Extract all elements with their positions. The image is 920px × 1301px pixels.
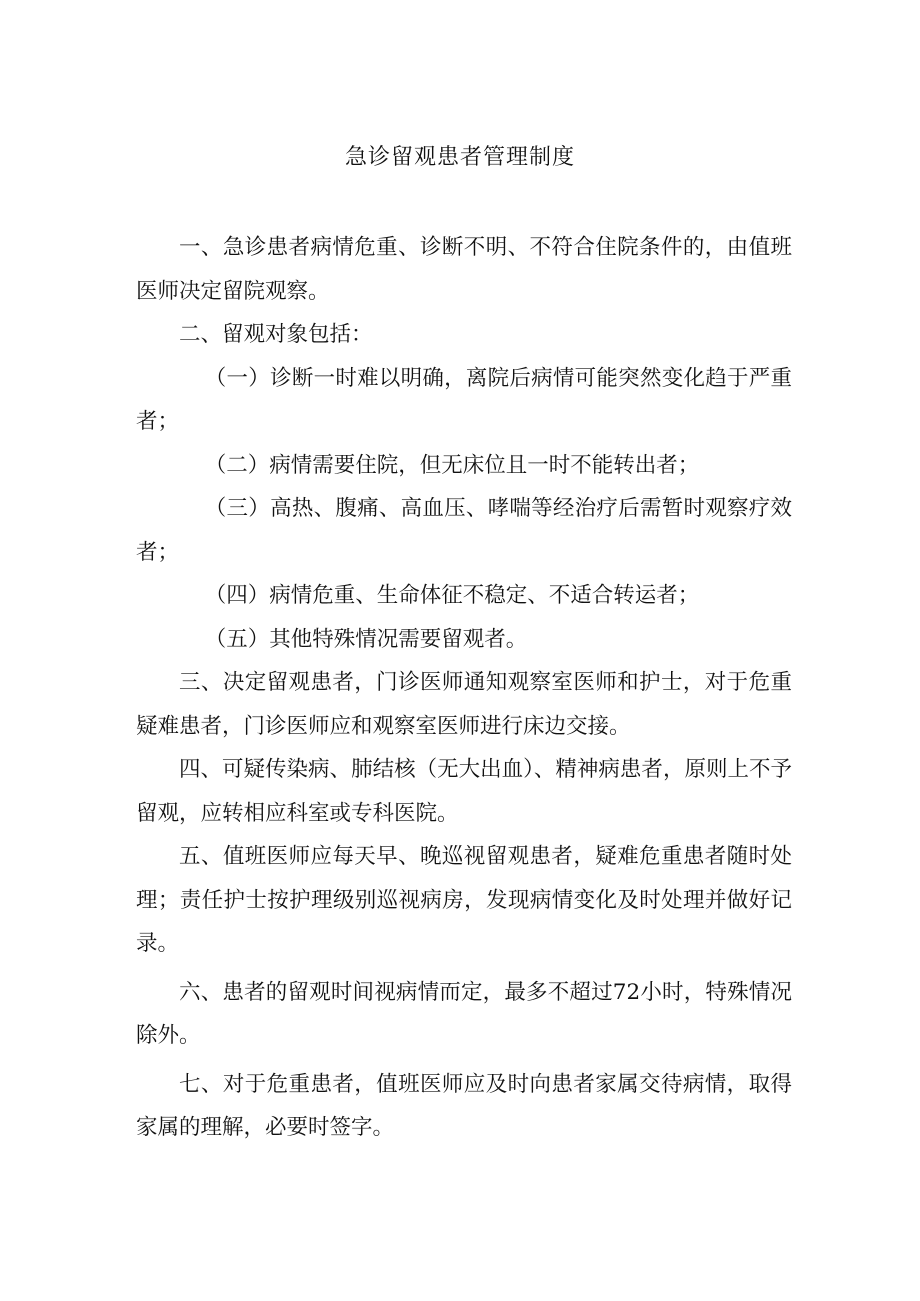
paragraph-2-item-4: （四）病情危重、生命体征不稳定、不适合转运者； (204, 583, 700, 608)
paragraph-2-item-2: （二）病情需要住院，但无床位且一时不能转出者； (204, 452, 700, 478)
paragraph-3: 三、决定留观患者，门诊医师通知观察室医师和护士，对于危重疑难患者，门诊医师应和观察室医师进行床边交接。 (136, 670, 792, 739)
paragraph-1: 一、急诊患者病情危重、诊断不明、不符合住院条件的，由值班医师决定留院观察。 (136, 235, 792, 304)
paragraph-2-item-3: （三）高热、腹痛、高血压、哮喘等经治疗后需暂时观察疗效者； (136, 496, 792, 565)
document-body (136, 226, 792, 1150)
paragraph-6: 六、患者的留观时间视病情而定，最多不超过72小时，特殊情况除外。 (136, 979, 792, 1048)
document-title: 急诊留观患者管理制度 (344, 145, 575, 170)
paragraph-7: 七、对于危重患者，值班医师应及时向患者家属交待病情，取得家属的理解，必要时签字。 (136, 1071, 792, 1140)
paragraph-2-item-5: （五）其他特殊情况需要留观者。 (204, 626, 528, 652)
paragraph-4: 四、可疑传染病、肺结核（无大出血）、精神病患者，原则上不予留观，应转相应科室或专科医院。 (136, 757, 792, 826)
paragraph-5: 五、值班医师应每天早、晚巡视留观患者，疑难危重患者随时处理；责任护士按护理级别巡视病房，发现病情变化及时处理并做好记录。 (136, 844, 792, 956)
paragraph-2: 二、留观对象包括： (179, 322, 373, 347)
paragraph-2-item-1: （一）诊断一时难以明确，离院后病情可能突然变化趋于严重者； (136, 365, 792, 434)
